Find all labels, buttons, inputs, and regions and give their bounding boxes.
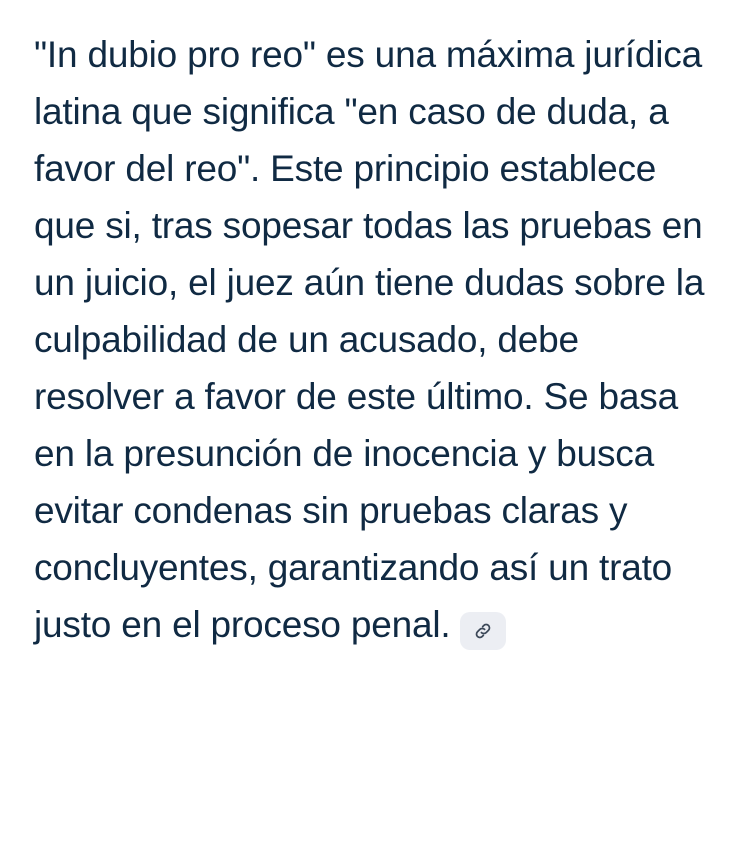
link-icon[interactable] (460, 612, 506, 650)
answer-body-text: "In dubio pro reo" es una máxima jurídica latina que significa "en caso de duda, a favor del reo". Este principio establece que si, tras sopesar todas las pruebas en un juicio, el juez aún tiene dudas sobre la culpabilidad de un acusado, debe resolver a favor de este último. Se basa en la presunción de inocencia y busca evitar condenas sin pruebas claras y concluyentes, garantizando así un trato justo en el proceso penal. (34, 34, 715, 645)
